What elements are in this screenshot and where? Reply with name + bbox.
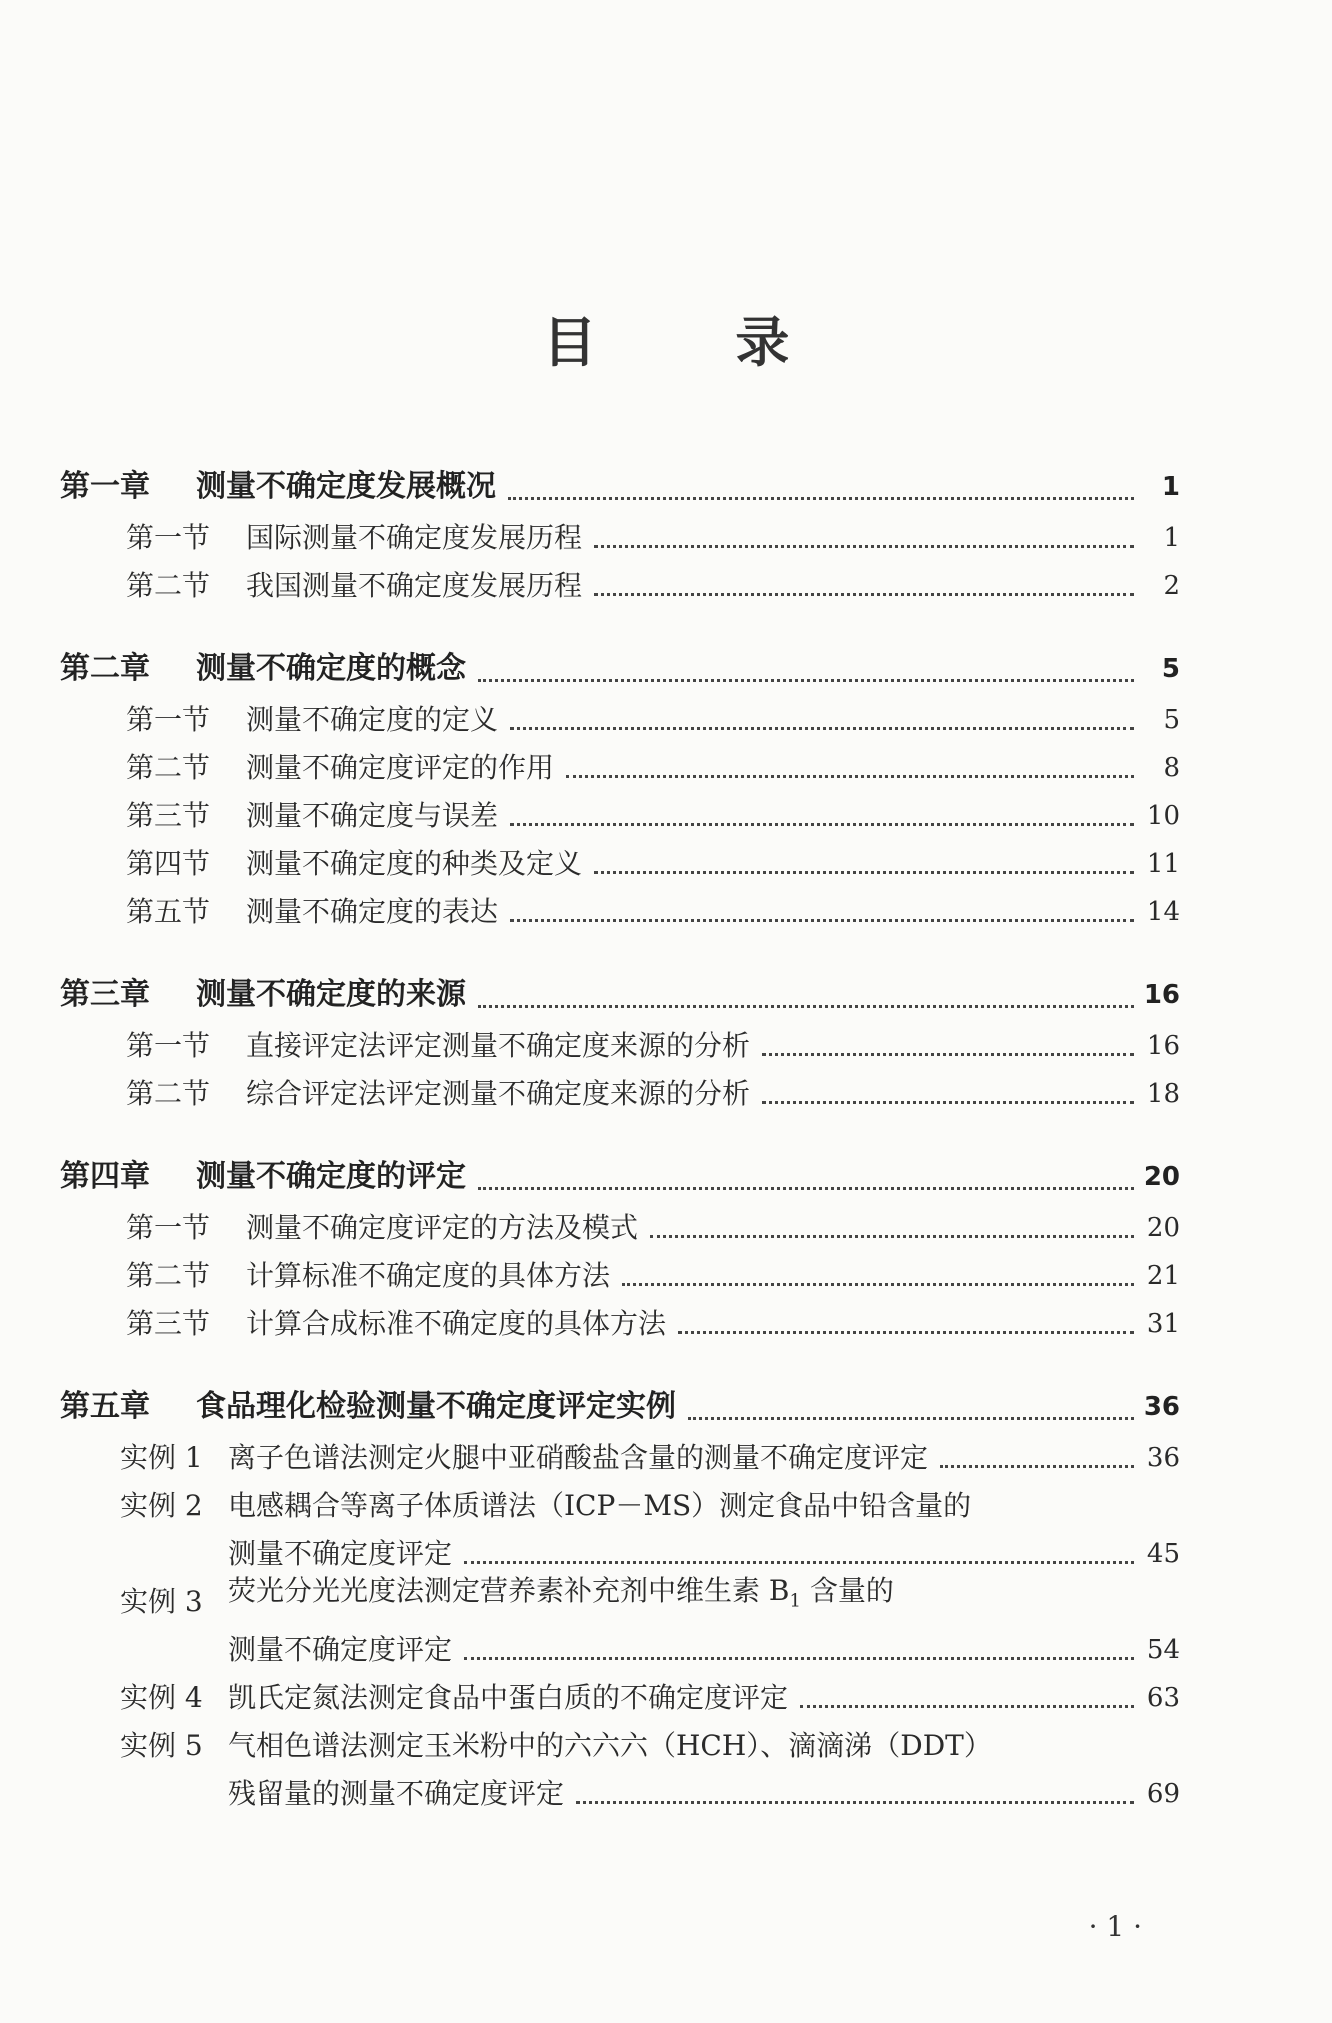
toc-entry[interactable] (60, 1674, 1180, 1722)
leader-dots (650, 1233, 1134, 1238)
leader-dots (464, 1655, 1134, 1660)
section-title: 直接评定法评定测量不确定度来源的分析 (246, 1029, 751, 1062)
chapter-number: 第三章 (60, 977, 150, 1012)
leader-dots (478, 1185, 1134, 1190)
toc-entry[interactable] (60, 642, 1180, 696)
section-title: 测量不确定度评定的方法及模式 (246, 1211, 639, 1244)
section-number: 第三节 (126, 799, 211, 832)
example-number: 实例 2 (120, 1489, 203, 1522)
toc-entry-continuation[interactable] (60, 1626, 1180, 1674)
section-title: 计算标准不确定度的具体方法 (246, 1259, 611, 1292)
section-title: 测量不确定度评定的作用 (246, 751, 555, 784)
section-number: 第一节 (126, 1211, 211, 1244)
page-number: 36 (1143, 1392, 1180, 1422)
toc-entry[interactable] (60, 1204, 1180, 1252)
page-title: 目 录 (542, 311, 850, 374)
toc-entry[interactable] (60, 1300, 1180, 1348)
toc-entry[interactable] (60, 744, 1180, 792)
toc-entry[interactable] (60, 840, 1180, 888)
page-number: 45 (1146, 1539, 1180, 1569)
section-title: 测量不确定度的种类及定义 (246, 847, 583, 880)
toc-entry[interactable] (60, 1482, 1180, 1530)
page-number: 63 (1146, 1683, 1180, 1713)
page-number: 16 (1146, 1031, 1180, 1061)
chapter-title: 食品理化检验测量不确定度评定实例 (196, 1389, 676, 1424)
chapter-number: 第二章 (60, 651, 150, 686)
chapter-title: 测量不确定度的来源 (196, 977, 466, 1012)
toc-entry[interactable] (60, 968, 1180, 1022)
leader-dots (622, 1281, 1134, 1286)
toc-entry[interactable] (60, 460, 1180, 514)
toc-entry[interactable] (60, 1722, 1180, 1770)
toc-entry-continuation[interactable] (60, 1770, 1180, 1818)
toc-entry[interactable] (60, 1434, 1180, 1482)
page-number: 54 (1146, 1635, 1180, 1665)
chapter-title: 测量不确定度发展概况 (196, 469, 496, 504)
section-title: 综合评定法评定测量不确定度来源的分析 (246, 1077, 751, 1110)
page-number: 20 (1146, 1213, 1180, 1243)
chapter-3 (60, 968, 1180, 1118)
example-title-part: 含量的 (800, 1574, 894, 1608)
leader-dots (510, 725, 1134, 730)
example-title: 电感耦合等离子体质谱法（ICP－MS）测定食品中铅含量的 (228, 1489, 972, 1522)
page-folio: · 1 · (1088, 1910, 1142, 1943)
section-number: 第一节 (126, 521, 211, 554)
chapter-2 (60, 642, 1180, 936)
section-title: 我国测量不确定度发展历程 (246, 569, 583, 602)
leader-dots (508, 495, 1134, 500)
leader-dots (576, 1799, 1134, 1804)
section-title: 测量不确定度的表达 (246, 895, 499, 928)
leader-dots (510, 821, 1134, 826)
toc-entry[interactable] (60, 1574, 1180, 1626)
example-title: 凯氏定氮法测定食品中蛋白质的不确定度评定 (228, 1681, 789, 1714)
page-number: 5 (1163, 705, 1180, 735)
example-title-continued: 残留量的测量不确定度评定 (228, 1777, 565, 1810)
example-number: 实例 1 (120, 1441, 203, 1474)
example-title: 气相色谱法测定玉米粉中的六六六（HCH）、滴滴涕（DDT） (228, 1729, 992, 1762)
toc-entry[interactable] (60, 1150, 1180, 1204)
page-number: 2 (1163, 571, 1180, 601)
leader-dots (566, 773, 1134, 778)
page-number: 1 (1163, 523, 1180, 553)
page-number: 10 (1146, 801, 1180, 831)
page-number: 21 (1146, 1261, 1180, 1291)
toc-entry[interactable] (60, 562, 1180, 610)
example-number: 实例 5 (120, 1729, 203, 1762)
chapter-title: 测量不确定度的评定 (196, 1159, 466, 1194)
page-number: 1 (1161, 472, 1180, 502)
section-title: 国际测量不确定度发展历程 (246, 521, 583, 554)
leader-dots (594, 869, 1134, 874)
leader-dots (940, 1463, 1134, 1468)
chapter-5 (60, 1380, 1180, 1818)
example-title (228, 1567, 894, 1626)
chapter-4 (60, 1150, 1180, 1348)
leader-dots (678, 1329, 1134, 1334)
leader-dots (688, 1415, 1134, 1420)
section-number: 第二节 (126, 751, 211, 784)
toc-entry[interactable] (60, 792, 1180, 840)
leader-dots (800, 1703, 1134, 1708)
leader-dots (762, 1099, 1134, 1104)
toc-entry[interactable] (60, 1022, 1180, 1070)
toc-entry[interactable] (60, 514, 1180, 562)
chapter-number: 第五章 (60, 1389, 150, 1424)
example-number: 实例 4 (120, 1681, 203, 1714)
section-number: 第一节 (126, 1029, 211, 1062)
toc-entry[interactable] (60, 696, 1180, 744)
leader-dots (594, 543, 1134, 548)
section-number: 第一节 (126, 703, 211, 736)
section-title: 测量不确定度与误差 (246, 799, 499, 832)
example-title-continued: 测量不确定度评定 (228, 1633, 453, 1666)
page-number: 69 (1146, 1779, 1180, 1809)
section-number: 第二节 (126, 1077, 211, 1110)
section-number: 第二节 (126, 569, 211, 602)
leader-dots (478, 677, 1134, 682)
page-number: 20 (1143, 1162, 1180, 1192)
section-number: 第二节 (126, 1259, 211, 1292)
section-title: 测量不确定度的定义 (246, 703, 499, 736)
leader-dots (464, 1559, 1134, 1564)
toc-entry[interactable] (60, 1380, 1180, 1434)
page-number: 5 (1161, 654, 1180, 684)
leader-dots (594, 591, 1134, 596)
section-number: 第四节 (126, 847, 211, 880)
page-number: 14 (1146, 897, 1180, 927)
page-number: 18 (1146, 1079, 1180, 1109)
chapter-number: 第一章 (60, 469, 150, 504)
page-number: 8 (1163, 753, 1180, 783)
page-number: 11 (1146, 849, 1180, 879)
toc-entry[interactable] (60, 888, 1180, 936)
subscript: 1 (789, 1591, 801, 1612)
section-number: 第三节 (126, 1307, 211, 1340)
section-number: 第五节 (126, 895, 211, 928)
page-number: 16 (1143, 980, 1180, 1010)
section-title: 计算合成标准不确定度的具体方法 (246, 1307, 667, 1340)
toc-entry[interactable] (60, 1070, 1180, 1118)
chapter-title: 测量不确定度的概念 (196, 651, 466, 686)
example-number: 实例 3 (120, 1585, 203, 1618)
page-number: 36 (1146, 1443, 1180, 1473)
page-number: 31 (1146, 1309, 1180, 1339)
table-of-contents (60, 460, 1180, 1850)
chapter-1 (60, 460, 1180, 610)
chapter-number: 第四章 (60, 1159, 150, 1194)
leader-dots (510, 917, 1134, 922)
toc-entry[interactable] (60, 1252, 1180, 1300)
leader-dots (762, 1051, 1134, 1056)
example-title: 离子色谱法测定火腿中亚硝酸盐含量的测量不确定度评定 (228, 1441, 929, 1474)
example-title-continued: 测量不确定度评定 (228, 1537, 453, 1570)
example-title-part: 荧光分光光度法测定营养素补充剂中维生素 B (228, 1574, 790, 1608)
leader-dots (478, 1003, 1134, 1008)
